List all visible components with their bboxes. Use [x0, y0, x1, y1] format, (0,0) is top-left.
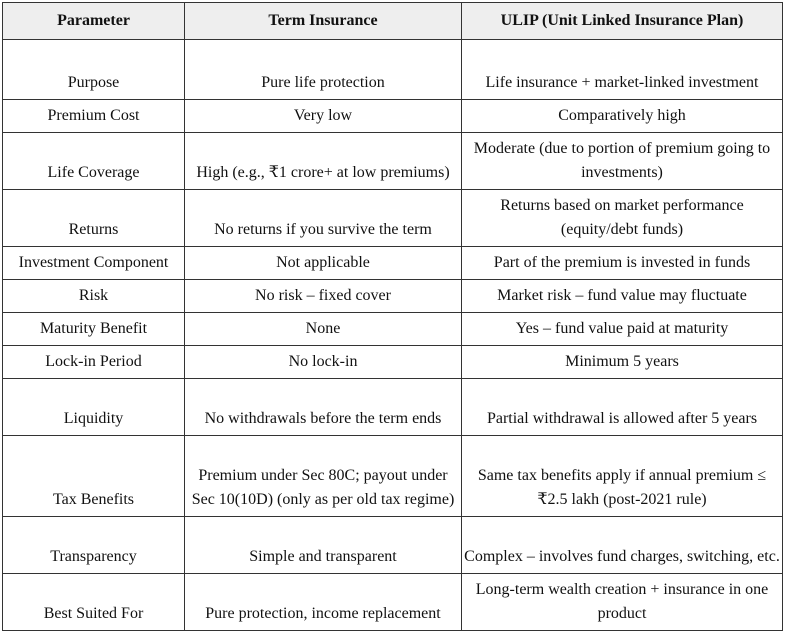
- cell-ulip: Partial withdrawal is allowed after 5 years: [462, 379, 783, 436]
- cell-term: Very low: [185, 100, 462, 133]
- cell-ulip: Moderate (due to portion of premium going to investments): [462, 133, 783, 190]
- cell-term: No lock-in: [185, 346, 462, 379]
- cell-term: No withdrawals before the term ends: [185, 379, 462, 436]
- table-row: [3, 133, 783, 190]
- cell-parameter: Transparency: [3, 517, 185, 574]
- table-row: [3, 100, 783, 133]
- cell-parameter: Best Suited For: [3, 574, 185, 631]
- cell-parameter: Maturity Benefit: [3, 313, 185, 346]
- cell-ulip: Returns based on market performance (equity/debt funds): [462, 190, 783, 247]
- header-parameter: Parameter: [3, 3, 185, 40]
- cell-term: No returns if you survive the term: [185, 190, 462, 247]
- header-ulip: ULIP (Unit Linked Insurance Plan): [462, 3, 783, 40]
- cell-term: Simple and transparent: [185, 517, 462, 574]
- cell-ulip: Same tax benefits apply if annual premium ≤ ₹2.5 lakh (post-2021 rule): [462, 436, 783, 517]
- cell-parameter: Liquidity: [3, 379, 185, 436]
- table-row: [3, 436, 783, 517]
- table-row: [3, 247, 783, 280]
- cell-parameter: Investment Component: [3, 247, 185, 280]
- cell-ulip: Complex – involves fund charges, switching, etc.: [462, 517, 783, 574]
- table-row: [3, 379, 783, 436]
- table-row: [3, 313, 783, 346]
- cell-ulip: Market risk – fund value may fluctuate: [462, 280, 783, 313]
- cell-term: Pure protection, income replacement: [185, 574, 462, 631]
- cell-parameter: Returns: [3, 190, 185, 247]
- cell-ulip: Minimum 5 years: [462, 346, 783, 379]
- header-row: [3, 3, 783, 40]
- header-term-insurance: Term Insurance: [185, 3, 462, 40]
- cell-ulip: Comparatively high: [462, 100, 783, 133]
- cell-term: Premium under Sec 80C; payout under Sec 10(10D) (only as per old tax regime): [185, 436, 462, 517]
- cell-parameter: Purpose: [3, 40, 185, 100]
- cell-term: High (e.g., ₹1 crore+ at low premiums): [185, 133, 462, 190]
- cell-parameter: Premium Cost: [3, 100, 185, 133]
- cell-parameter: Life Coverage: [3, 133, 185, 190]
- cell-term: Pure life protection: [185, 40, 462, 100]
- cell-parameter: Tax Benefits: [3, 436, 185, 517]
- cell-ulip: Long-term wealth creation + insurance in one product: [462, 574, 783, 631]
- table-row: [3, 280, 783, 313]
- cell-term: None: [185, 313, 462, 346]
- cell-ulip: Yes – fund value paid at maturity: [462, 313, 783, 346]
- table-row: [3, 517, 783, 574]
- table-row: [3, 190, 783, 247]
- cell-parameter: Risk: [3, 280, 185, 313]
- cell-term: No risk – fixed cover: [185, 280, 462, 313]
- cell-ulip: Life insurance + market-linked investment: [462, 40, 783, 100]
- cell-ulip: Part of the premium is invested in funds: [462, 247, 783, 280]
- table-row: [3, 574, 783, 631]
- comparison-table: [2, 2, 783, 631]
- table-row: [3, 40, 783, 100]
- cell-term: Not applicable: [185, 247, 462, 280]
- cell-parameter: Lock-in Period: [3, 346, 185, 379]
- table-row: [3, 346, 783, 379]
